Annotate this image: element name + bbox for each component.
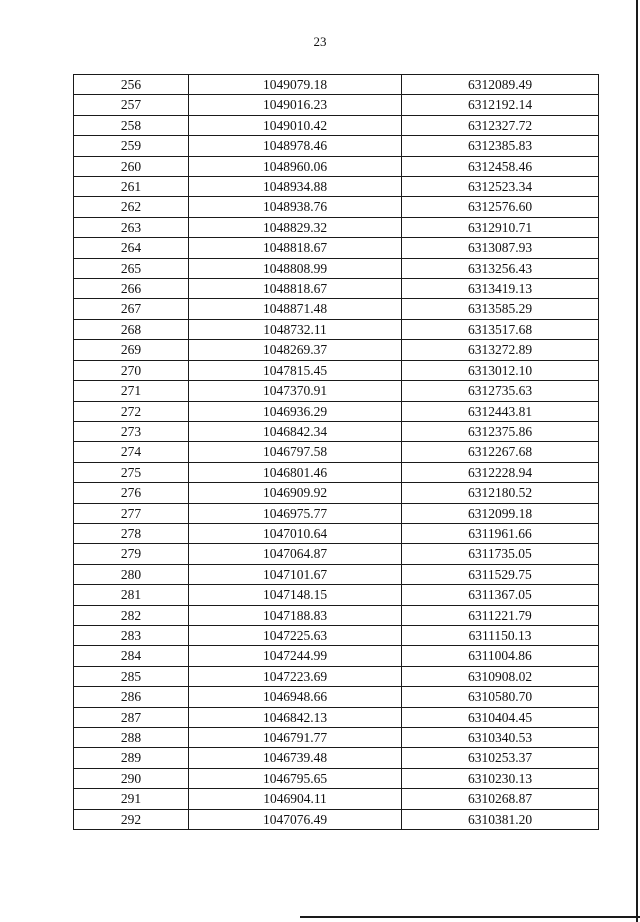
y-coordinate-cell: 6312228.94 <box>402 462 599 482</box>
x-coordinate-cell: 1048978.46 <box>189 136 402 156</box>
x-coordinate-cell: 1046936.29 <box>189 401 402 421</box>
table-row <box>74 136 599 156</box>
y-coordinate-cell: 6312089.49 <box>402 75 599 95</box>
table-row <box>74 258 599 278</box>
point-number-cell: 279 <box>74 544 189 564</box>
point-number-cell: 278 <box>74 523 189 543</box>
y-coordinate-cell: 6310381.20 <box>402 809 599 829</box>
table-row <box>74 442 599 462</box>
y-coordinate-cell: 6311150.13 <box>402 625 599 645</box>
y-coordinate-cell: 6313087.93 <box>402 238 599 258</box>
table-row <box>74 646 599 666</box>
point-number-cell: 288 <box>74 728 189 748</box>
x-coordinate-cell: 1048871.48 <box>189 299 402 319</box>
x-coordinate-cell: 1048818.67 <box>189 279 402 299</box>
table-row <box>74 299 599 319</box>
y-coordinate-cell: 6313272.89 <box>402 340 599 360</box>
page-edge-right <box>636 0 638 922</box>
table-row <box>74 503 599 523</box>
y-coordinate-cell: 6311221.79 <box>402 605 599 625</box>
y-coordinate-cell: 6310580.70 <box>402 687 599 707</box>
y-coordinate-cell: 6310404.45 <box>402 707 599 727</box>
table-row <box>74 238 599 258</box>
point-number-cell: 260 <box>74 156 189 176</box>
point-number-cell: 280 <box>74 564 189 584</box>
y-coordinate-cell: 6313585.29 <box>402 299 599 319</box>
point-number-cell: 286 <box>74 687 189 707</box>
table-row <box>74 483 599 503</box>
point-number-cell: 290 <box>74 768 189 788</box>
table-row <box>74 748 599 768</box>
point-number-cell: 258 <box>74 115 189 135</box>
x-coordinate-cell: 1048808.99 <box>189 258 402 278</box>
table-row <box>74 768 599 788</box>
table-row <box>74 360 599 380</box>
x-coordinate-cell: 1046791.77 <box>189 728 402 748</box>
point-number-cell: 274 <box>74 442 189 462</box>
y-coordinate-cell: 6312385.83 <box>402 136 599 156</box>
y-coordinate-cell: 6313012.10 <box>402 360 599 380</box>
table-row <box>74 666 599 686</box>
y-coordinate-cell: 6313517.68 <box>402 319 599 339</box>
point-number-cell: 264 <box>74 238 189 258</box>
y-coordinate-cell: 6312523.34 <box>402 177 599 197</box>
x-coordinate-cell: 1046975.77 <box>189 503 402 523</box>
y-coordinate-cell: 6311735.05 <box>402 544 599 564</box>
x-coordinate-cell: 1049079.18 <box>189 75 402 95</box>
y-coordinate-cell: 6311961.66 <box>402 523 599 543</box>
point-number-cell: 263 <box>74 217 189 237</box>
point-number-cell: 285 <box>74 666 189 686</box>
x-coordinate-cell: 1049010.42 <box>189 115 402 135</box>
x-coordinate-cell: 1046842.34 <box>189 421 402 441</box>
y-coordinate-cell: 6312192.14 <box>402 95 599 115</box>
coordinates-table-body <box>74 75 599 830</box>
point-number-cell: 271 <box>74 381 189 401</box>
x-coordinate-cell: 1048938.76 <box>189 197 402 217</box>
y-coordinate-cell: 6313419.13 <box>402 279 599 299</box>
page-number: 23 <box>313 34 327 49</box>
table-row <box>74 401 599 421</box>
table-row <box>74 707 599 727</box>
x-coordinate-cell: 1047225.63 <box>189 625 402 645</box>
table-row <box>74 95 599 115</box>
point-number-cell: 272 <box>74 401 189 421</box>
y-coordinate-cell: 6310340.53 <box>402 728 599 748</box>
point-number-cell: 284 <box>74 646 189 666</box>
table-row <box>74 625 599 645</box>
y-coordinate-cell: 6311529.75 <box>402 564 599 584</box>
table-row <box>74 728 599 748</box>
point-number-cell: 262 <box>74 197 189 217</box>
point-number-cell: 277 <box>74 503 189 523</box>
table-row <box>74 605 599 625</box>
x-coordinate-cell: 1046909.92 <box>189 483 402 503</box>
y-coordinate-cell: 6313256.43 <box>402 258 599 278</box>
y-coordinate-cell: 6310230.13 <box>402 768 599 788</box>
x-coordinate-cell: 1047148.15 <box>189 585 402 605</box>
table-row <box>74 217 599 237</box>
x-coordinate-cell: 1047064.87 <box>189 544 402 564</box>
y-coordinate-cell: 6312180.52 <box>402 483 599 503</box>
table-row <box>74 156 599 176</box>
point-number-cell: 287 <box>74 707 189 727</box>
y-coordinate-cell: 6310253.37 <box>402 748 599 768</box>
point-number-cell: 289 <box>74 748 189 768</box>
x-coordinate-cell: 1046801.46 <box>189 462 402 482</box>
table-row <box>74 381 599 401</box>
table-row <box>74 197 599 217</box>
point-number-cell: 257 <box>74 95 189 115</box>
x-coordinate-cell: 1047010.64 <box>189 523 402 543</box>
y-coordinate-cell: 6312735.63 <box>402 381 599 401</box>
x-coordinate-cell: 1046904.11 <box>189 789 402 809</box>
x-coordinate-cell: 1048934.88 <box>189 177 402 197</box>
point-number-cell: 283 <box>74 625 189 645</box>
y-coordinate-cell: 6310908.02 <box>402 666 599 686</box>
y-coordinate-cell: 6312099.18 <box>402 503 599 523</box>
x-coordinate-cell: 1047815.45 <box>189 360 402 380</box>
point-number-cell: 256 <box>74 75 189 95</box>
coordinates-table <box>73 74 599 830</box>
x-coordinate-cell: 1047188.83 <box>189 605 402 625</box>
x-coordinate-cell: 1046842.13 <box>189 707 402 727</box>
point-number-cell: 276 <box>74 483 189 503</box>
x-coordinate-cell: 1048732.11 <box>189 319 402 339</box>
table-row <box>74 75 599 95</box>
table-row <box>74 564 599 584</box>
x-coordinate-cell: 1048829.32 <box>189 217 402 237</box>
x-coordinate-cell: 1047076.49 <box>189 809 402 829</box>
table-row <box>74 177 599 197</box>
point-number-cell: 259 <box>74 136 189 156</box>
table-row <box>74 279 599 299</box>
point-number-cell: 265 <box>74 258 189 278</box>
x-coordinate-cell: 1048818.67 <box>189 238 402 258</box>
point-number-cell: 273 <box>74 421 189 441</box>
table-row <box>74 585 599 605</box>
table-row <box>74 809 599 829</box>
x-coordinate-cell: 1048960.06 <box>189 156 402 176</box>
table-row <box>74 421 599 441</box>
point-number-cell: 275 <box>74 462 189 482</box>
y-coordinate-cell: 6311367.05 <box>402 585 599 605</box>
x-coordinate-cell: 1046739.48 <box>189 748 402 768</box>
y-coordinate-cell: 6312910.71 <box>402 217 599 237</box>
x-coordinate-cell: 1047244.99 <box>189 646 402 666</box>
x-coordinate-cell: 1046797.58 <box>189 442 402 462</box>
y-coordinate-cell: 6312576.60 <box>402 197 599 217</box>
point-number-cell: 266 <box>74 279 189 299</box>
point-number-cell: 261 <box>74 177 189 197</box>
x-coordinate-cell: 1046948.66 <box>189 687 402 707</box>
x-coordinate-cell: 1047370.91 <box>189 381 402 401</box>
x-coordinate-cell: 1048269.37 <box>189 340 402 360</box>
y-coordinate-cell: 6312267.68 <box>402 442 599 462</box>
point-number-cell: 268 <box>74 319 189 339</box>
table-row <box>74 523 599 543</box>
y-coordinate-cell: 6312458.46 <box>402 156 599 176</box>
point-number-cell: 292 <box>74 809 189 829</box>
point-number-cell: 282 <box>74 605 189 625</box>
x-coordinate-cell: 1047223.69 <box>189 666 402 686</box>
point-number-cell: 267 <box>74 299 189 319</box>
x-coordinate-cell: 1047101.67 <box>189 564 402 584</box>
y-coordinate-cell: 6312327.72 <box>402 115 599 135</box>
y-coordinate-cell: 6310268.87 <box>402 789 599 809</box>
table-row <box>74 340 599 360</box>
table-row <box>74 687 599 707</box>
x-coordinate-cell: 1049016.23 <box>189 95 402 115</box>
point-number-cell: 269 <box>74 340 189 360</box>
table-row <box>74 789 599 809</box>
y-coordinate-cell: 6312443.81 <box>402 401 599 421</box>
table-row <box>74 544 599 564</box>
point-number-cell: 270 <box>74 360 189 380</box>
point-number-cell: 291 <box>74 789 189 809</box>
point-number-cell: 281 <box>74 585 189 605</box>
page-edge-bottom <box>300 916 640 918</box>
x-coordinate-cell: 1046795.65 <box>189 768 402 788</box>
y-coordinate-cell: 6311004.86 <box>402 646 599 666</box>
table-row <box>74 462 599 482</box>
y-coordinate-cell: 6312375.86 <box>402 421 599 441</box>
table-row <box>74 115 599 135</box>
table-row <box>74 319 599 339</box>
